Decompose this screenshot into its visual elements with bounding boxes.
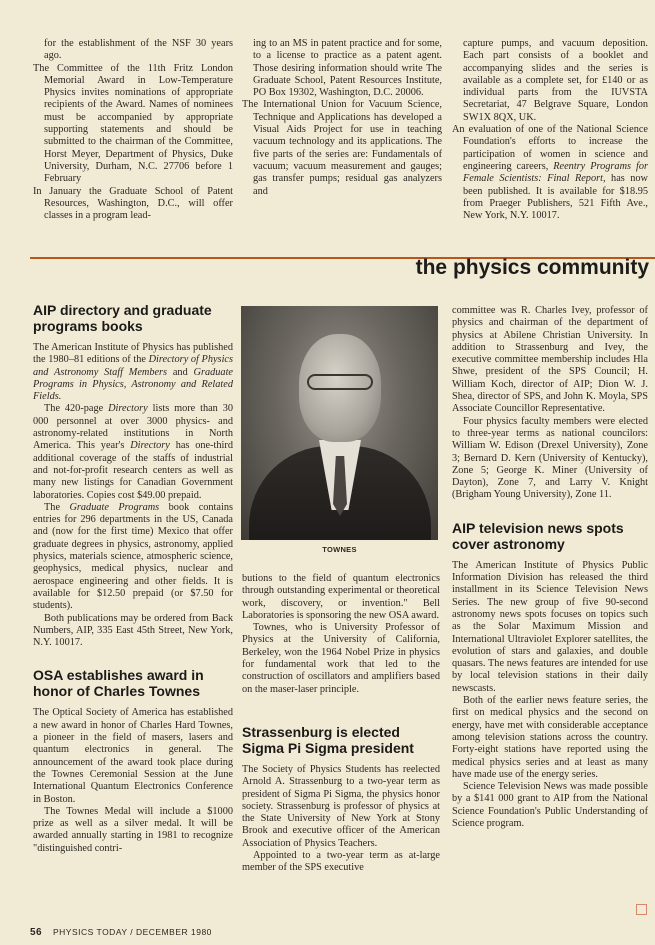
- photo-glasses: [307, 374, 373, 390]
- paragraph: Science Television News was made possible by a $141 000 grant to AIP from the National Science Foundation's Public Understanding of Science program.: [452, 781, 648, 829]
- text: An evaluation of one of the National Science Foundation's efforts to increase the participation of women in science and engineering careers,: [452, 124, 648, 172]
- text: has one-third additional coverage of the staffs of industrial and not-for-profit research centers as well as many new listings for Canadian Government laboratories. Copies cost $49.00 prepaid.: [33, 440, 233, 501]
- page-footer: [30, 927, 212, 938]
- paragraph: [33, 403, 233, 501]
- book-title: Directory: [108, 403, 148, 415]
- book-title: Directory: [130, 440, 170, 452]
- article-heading: AIP television news spots cover astronomy: [452, 519, 624, 552]
- text: and: [172, 366, 188, 378]
- paragraph: [452, 124, 648, 222]
- text: The American Institute of Physics has published the 1980–81 editions of the: [33, 342, 233, 366]
- paragraph: Both of the earlier news feature series, the first on medical physics and the second on energy, have met with considerable acceptance among television stations across the country. Forty-eight stations have reported using the medical physics series and at least as many have made use of the energy series.: [452, 695, 648, 780]
- paragraph: The Optical Society of America has established a new award in honor of Charles Hard Townes, a pioneer in the field of masers, lasers and quantum electronics in general. The announcement of the award took place during the Townes Ceremonial Session at the June International Quantum Electronics Conference in Boston.: [33, 707, 233, 805]
- paragraph: [33, 342, 233, 403]
- paragraph: Both publications may be ordered from Back Numbers, AIP, 335 East 45th Street, New York, N.Y. 10017.: [33, 612, 233, 649]
- paragraph: In January the Graduate School of Patent Resources, Washington, D.C., will offer classes in a program lead-: [33, 185, 233, 222]
- paragraph: Townes, who is University Professor of Physics at the University of California, Berkeley, won the 1964 Nobel Prize in physics for fundamental work that led to the construction of oscillators and amplifiers based on the maser-laser principle.: [242, 622, 440, 695]
- article-heading: Strassenburg is elected Sigma Pi Sigma president: [242, 723, 414, 756]
- paragraph: The Townes Medal will include a $1000 prize as well as a silver medal. It will be awarded annually starting in 1981 to recognize "distinguished contri-: [33, 805, 233, 854]
- top-column-1: [33, 38, 233, 222]
- paragraph: Appointed to a two-year term as at-large member of the SPS executive: [242, 850, 440, 874]
- book-title: Graduate Programs in Physics, Astronomy and Related Fields.: [33, 366, 233, 403]
- townes-photo: [241, 306, 438, 540]
- text: lists more than 30 000 personnel at over 3000 physics- and astronomy-related institutions in North America. This year's: [33, 403, 233, 452]
- top-column-2: [242, 38, 442, 198]
- report-title: Reentry Programs for Female Scientists: Final Report,: [463, 160, 648, 185]
- paragraph: committee was R. Charles Ivey, professor of physics and chairman of the department of physics at Abilene Christian University. In addition to Strassenburg and Ivey, the executive committee membership includes Hla Shwe, president of the SPS Council; H. William Koch, director of AIP; Dion W. J. Shea, director of SPS, and John K. Moyla, SPS Associate Councillor Representative.: [452, 305, 648, 415]
- text: has now been published. It is available for $18.95 from Praeger Publishers, 521 Fifth Ave., New York, N.Y. 10017.: [463, 173, 648, 222]
- paragraph: The American Institute of Physics Public Information Division has released the third installment in its Science Television News Series. The new group of five 90-second astronomy news spots focuses on topics such as the Solar Maximum Mission and International Ultraviolet Explorer satellites, the evolution of stars and galaxies, and double quasars. The news features are intended for use by local television stations in their daily newscasts.: [452, 559, 648, 694]
- paragraph: The Committee of the 11th Fritz London Memorial Award in Low-Temperature Physics invites nominations of appropriate recipients of the Award. Names of nominees must be accompanied by appropriate supporting statements and should be submitted to the chairman of the Committee, Horst Meyer, Department of Physics, Duke University, Durham, N.C. 27706 before 1 February: [33, 62, 233, 185]
- corner-mark: [636, 904, 647, 915]
- paragraph: butions to the field of quantum electronics through outstanding experimental or theoretical work, discovery, or invention." Bell Laboratories is sponsoring the new OSA award.: [242, 573, 440, 621]
- top-column-3: [452, 38, 648, 222]
- book-title: Directory of Physics and Astronomy Staff Members: [33, 354, 234, 378]
- right-column: [452, 305, 648, 830]
- page-number: 56: [30, 927, 43, 938]
- left-column: [33, 302, 233, 855]
- article-heading: OSA establishes award in honor of Charles Townes: [33, 667, 204, 700]
- text: The 420-page: [44, 403, 104, 415]
- text: book contains entries for 296 departments in the US, Canada and (now for the first time) Mexico that offer graduate degrees in physics, astronomy, applied physics, materials science, atmospheric science, geophysics, medical physics, nuclear and aerospace engineering and other fields. It is available for $12.50 prepaid (or $7.50 for students).: [33, 501, 234, 612]
- paragraph: capture pumps, and vacuum deposition. Each part consists of a booklet and accompanying slides and the series is available as a complete set, for £140 or as individual parts from the IUVSTA Secretariat, 47 Belgrave Square, London SW1X 8QX, UK.: [463, 38, 648, 123]
- photo-caption: TOWNES: [322, 545, 357, 554]
- text: The: [44, 501, 61, 513]
- paragraph: [33, 502, 233, 613]
- paragraph: for the establishment of the NSF 30 years ago.: [44, 38, 233, 62]
- paragraph: The Society of Physics Students has reelected Arnold A. Strassenburg to a two-year term as president of Sigma Pi Sigma, the physics honor society. Strassenburg is professor of physics at the State University of New York at Stony Brook and executive officer of the American Association of Physics Teachers.: [242, 763, 440, 849]
- paragraph: The International Union for Vacuum Science, Technique and Applications has developed a Visual Aids Project for use in teaching vacuum technology and its applications. The five parts of the series are: Fundamentals of vacuum; vacuum measurement and gauges; gas transfer pumps; residual gas analyzers and: [242, 99, 442, 197]
- article-heading: AIP directory and graduate programs books: [33, 302, 212, 334]
- book-title: Graduate Programs: [69, 501, 160, 513]
- paragraph: Four physics faculty members were elected to three-year terms as national councilors: William W. Edison (Drexel University), Zone 3; Bernard D. Kern (University of Kentucky), Zone 5; George K. Miner (University of Dayton), Zone 7, and Larry V. Knight (Brigham Young University), Zone 11.: [452, 415, 648, 501]
- section-title: the physics community: [415, 256, 649, 279]
- journal-info: PHYSICS TODAY / DECEMBER 1980: [53, 927, 212, 937]
- middle-column: [242, 573, 440, 875]
- paragraph: ing to an MS in patent practice and for some, to a license to practice as a patent agent. Those desiring information should write The Graduate School, Patent Resources Institute, PO Box 19302, Washington, D.C. 20006.: [253, 38, 442, 99]
